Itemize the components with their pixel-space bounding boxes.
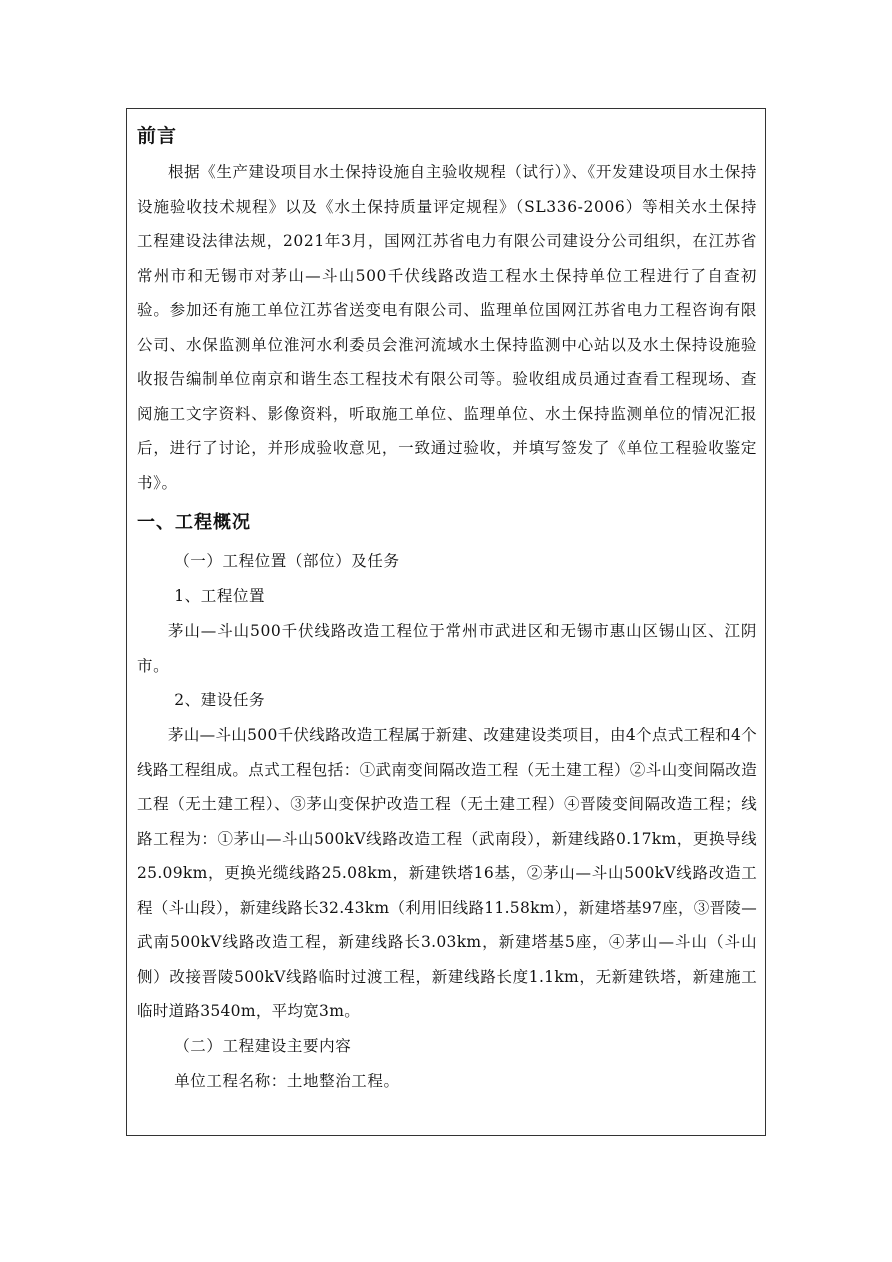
- content-frame: [126, 108, 766, 1136]
- unit-project-name: 单位工程名称：土地整治工程。: [174, 1071, 400, 1090]
- item-task-title: 2、建设任务: [174, 691, 266, 709]
- item-location-title: 1、工程位置: [174, 587, 266, 605]
- item-location-text: 茅山—斗山500千伏线路改造工程位于常州市武进区和无锡市惠山区锡山区、江阴市。: [137, 622, 757, 675]
- preface-paragraph: 根据《生产建设项目水土保持设施自主验收规程（试行）》、《开发建设项目水土保持设施验收技术规程》以及《水土保持质量评定规程》（SL336-2006）等相关水土保持工程建设法律法规，2021年3月，国网江苏省电力有限公司建设分公司组织，在江苏省常州市和无锡市对茅山—斗山500千伏线路改造工程水土保持单位工程进行了自查初验。参加还有施工单位江苏省送变电有限公司、监理单位国网江苏省电力工程咨询有限公司、水保监测单位淮河水利委员会淮河流域水土保持监测中心站以及水土保持设施验收报告编制单位南京和谐生态工程技术有限公司等。验收组成员通过查看工程现场、查阅施工文字资料、影像资料，听取施工单位、监理单位、水土保持监测单位的情况汇报后，进行了讨论，并形成验收意见，一致通过验收，并填写签发了《单位工程验收鉴定书》。: [137, 163, 757, 492]
- item-task-text: 茅山—斗山500千伏线路改造工程属于新建、改建建设类项目，由4个点式工程和4个线路工程组成。点式工程包括：①武南变间隔改造工程（无土建工程）②斗山变间隔改造工程（无土建工程）、③茅山变保护改造工程（无土建工程）④晋陵变间隔改造工程；线路工程为：①茅山—斗山500kV线路改造工程（武南段），新建线路0.17km，更换导线25.09km，更换光缆线路25.08km，新建铁塔16基，②茅山—斗山500kV线路改造工程（斗山段），新建线路长32.43km（利用旧线路11.58km），新建塔基97座，③晋陵—武南500kV线路改造工程，新建线路长3.03km，新建塔基5座，④茅山—斗山（斗山侧）改接晋陵500kV线路临时过渡工程，新建线路长度1.1km，无新建铁塔，新建施工临时道路3540m，平均宽3m。: [137, 726, 757, 1020]
- preface-title: 前言: [137, 125, 178, 147]
- subsection-main-content: （二）工程建设主要内容: [174, 1036, 352, 1055]
- section-1-title: 一、工程概况: [137, 512, 251, 533]
- subsection-location-task: （一）工程位置（部位）及任务: [174, 552, 400, 570]
